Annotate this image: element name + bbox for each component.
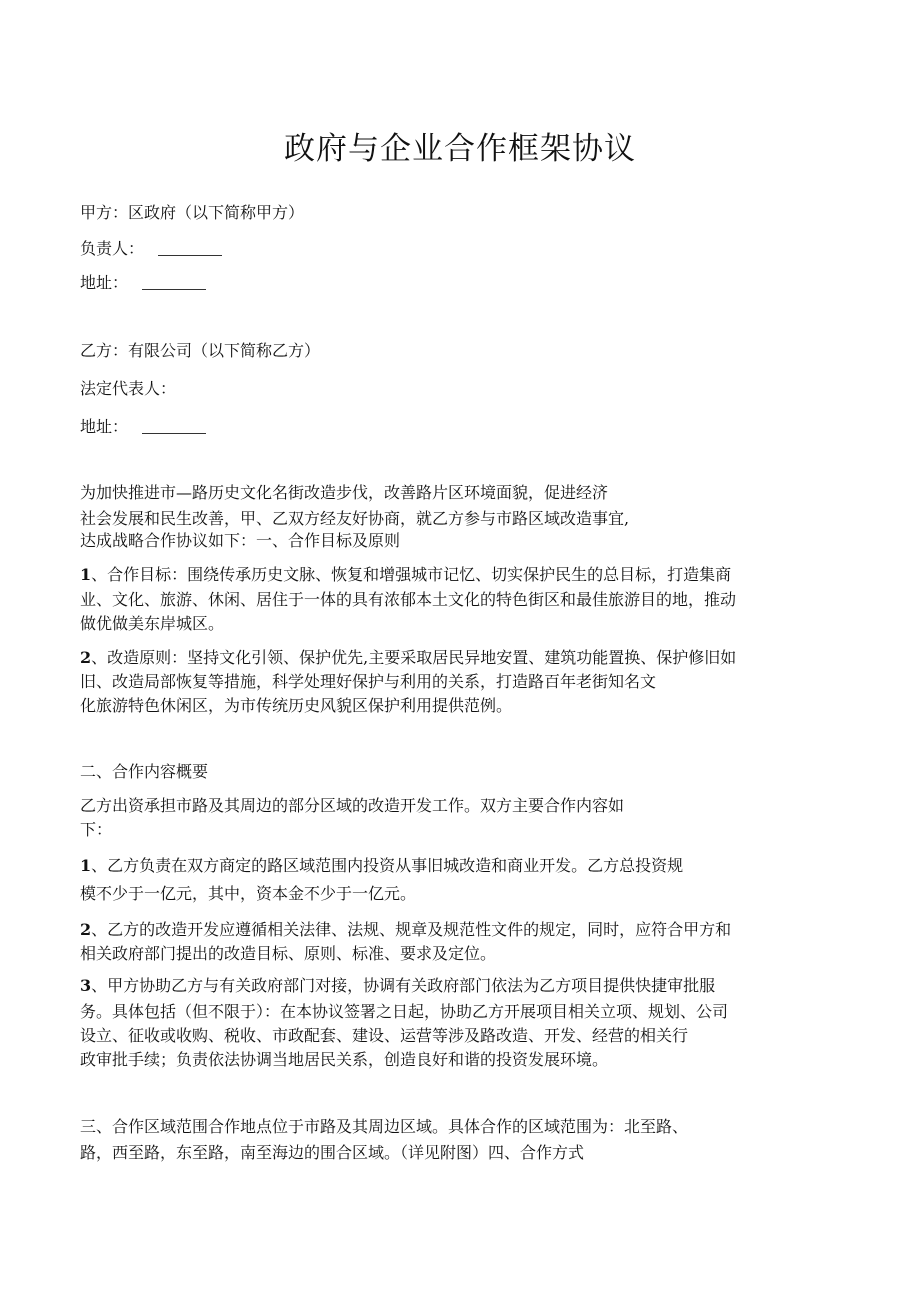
party-a-address: [80, 270, 206, 296]
clause-text: 、乙方负责在双方商定的路区域范围内投资从事旧城改造和商业开发。乙方总投资规: [91, 856, 684, 875]
content-clause-3-line: 务。具体包括（但不限于）：在本协议签署之日起，协助乙方开展项目相关立项、规划、公司: [80, 1002, 729, 1021]
clause-number: 1: [80, 856, 92, 875]
goal-clause-line: 业、文化、旅游、休闲、居住于一体的具有浓郁本土文化的特色街区和最佳旅游目的地，推动: [80, 590, 737, 609]
content-clause-3-line: [80, 973, 715, 999]
address-a-blank-line: [142, 273, 206, 290]
party-b-legal-rep: 法定代表人：: [80, 379, 177, 398]
section-2-heading: 二、合作内容概要: [80, 762, 209, 781]
principle-clause-line: [80, 645, 736, 671]
party-a-line: 甲方：区政府（以下简称甲方）: [80, 203, 305, 222]
content-clause-1-line: 模不少于一亿元，其中，资本金不少于一亿元。: [80, 884, 417, 903]
content-clause-2-line: [80, 917, 731, 943]
principal-blank-line: [158, 239, 222, 256]
goal-clause-line: [80, 562, 731, 588]
intro-line: 为加快推进市—路历史文化名街改造步伐，改善路片区环境面貌，促进经济: [80, 483, 609, 502]
clause-text: 、合作目标：围绕传承历史文脉、恢复和增强城市记忆、切实保护民生的总目标，打造集商: [91, 565, 732, 584]
section-3-line: 三、合作区域范围合作地点位于市路及其周边区域。具体合作的区域范围为：北至路、: [80, 1117, 689, 1136]
clause-number: 3: [80, 976, 92, 995]
content-clause-3-line: 设立、征收或收购、税收、市政配套、建设、运营等涉及路改造、开发、经营的相关行: [80, 1026, 689, 1045]
party-b-address-label: 地址：: [80, 417, 129, 436]
section-2-intro-line: 下：: [80, 820, 113, 839]
party-a-principal: [80, 236, 222, 262]
principle-clause-line: 旧、改造局部恢复等措施，科学处理好保护与利用的关系，打造路百年老街知名文: [80, 672, 657, 691]
content-clause-2-line: 相关政府部门提出的改造目标、原则、标准、要求及定位。: [80, 944, 497, 963]
party-b-line: 乙方：有限公司（以下简称乙方）: [80, 341, 321, 360]
content-clause-3-line: 政审批手续；负责依法协调当地居民关系，创造良好和谐的投资发展环境。: [80, 1050, 609, 1069]
document-title: 政府与企业合作框架协议: [284, 131, 636, 167]
content-clause-1-line: [80, 853, 683, 879]
party-a-address-label: 地址：: [80, 273, 129, 292]
section-2-intro-line: 乙方出资承担市路及其周边的部分区域的改造开发工作。双方主要合作内容如: [80, 796, 625, 815]
intro-line: 社会发展和民生改善，甲、乙双方经友好协商，就乙方参与市路区域改造事宜,: [80, 509, 630, 528]
clause-text: 、乙方的改造开发应遵循相关法律、法规、规章及规范性文件的规定，同时，应符合甲方和: [91, 920, 732, 939]
goal-clause-line: 做优做美东岸城区。: [80, 614, 225, 633]
clause-text: 、甲方协助乙方与有关政府部门对接，协调有关政府部门依法为乙方项目提供快捷审批服: [91, 976, 716, 995]
section-3-line: 路，西至路，东至路，南至海边的围合区域。（详见附图）四、合作方式: [80, 1143, 585, 1162]
clause-number: 2: [80, 920, 92, 939]
party-a-principal-label: 负责人：: [80, 239, 145, 258]
clause-number: 1: [80, 565, 92, 584]
intro-line: 达成战略合作协议如下：一、合作目标及原则: [80, 531, 401, 550]
principle-clause-line: 化旅游特色休闲区，为市传统历史风貌区保护利用提供范例。: [80, 696, 513, 715]
party-b-address: [80, 414, 206, 440]
clause-text: 、改造原则：坚持文化引领、保护优先,主要采取居民异地安置、建筑功能置换、保护修旧如: [91, 648, 737, 667]
address-b-blank-line: [142, 417, 206, 434]
clause-number: 2: [80, 648, 92, 667]
